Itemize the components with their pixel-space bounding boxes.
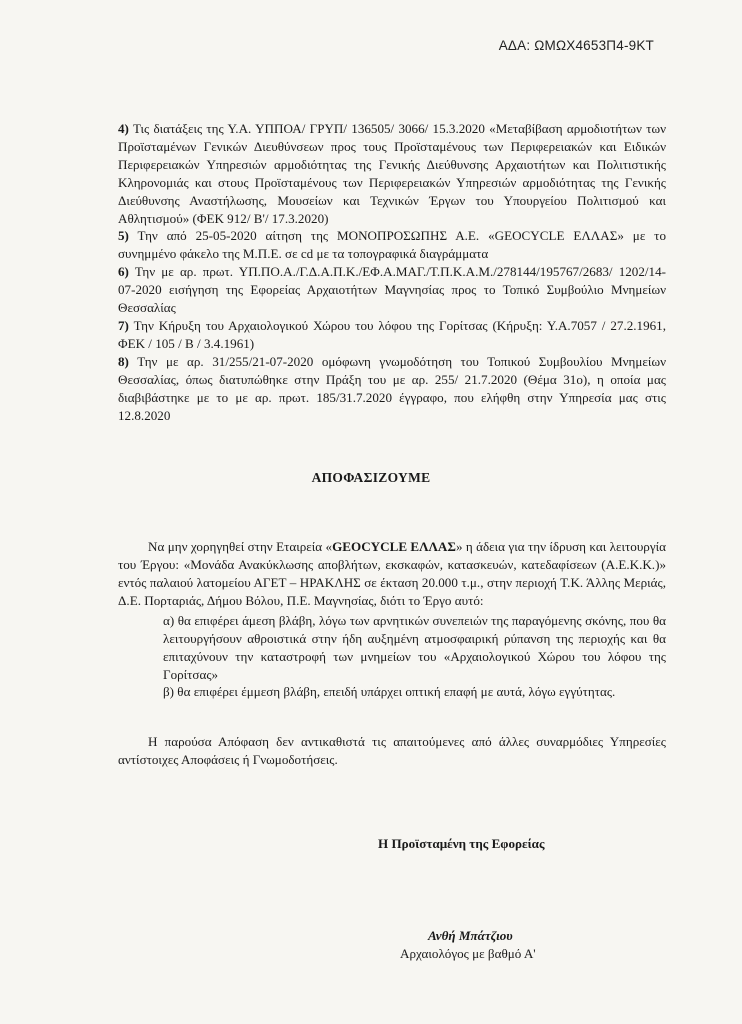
company-name: GEOCYCLE ΕΛΛΑΣ <box>332 539 456 554</box>
decision-text-before: Να μην χορηγηθεί στην Εταιρεία « <box>148 539 333 554</box>
reason-item-b: β) θα επιφέρει έμμεση βλάβη, επειδή υπάρχει οπτική επαφή με αυτά, λόγω εγγύτητας. <box>163 684 616 699</box>
signature-name: Ανθή Μπάτζιου <box>428 928 513 943</box>
decision-paragraph <box>118 538 666 610</box>
reference-text: Την Κήρυξη του Αρχαιολογικού Χώρου του λόφου της Γορίτσας (Κήρυξη: Υ.Α.7057 / 27.2.1961, ΦΕΚ / 105 / Β / 3.4.1961) <box>118 317 666 351</box>
signature-title: Η Προϊσταμένη της Εφορείας <box>378 836 545 851</box>
reference-text: Την με αρ. πρωτ. ΥΠ.ΠΟ.Α./Γ.Δ.Α.Π.Κ./ΕΦ.Α.ΜΑΓ./Τ.Π.Κ.Α.Μ./278144/195767/2683/ 1202/14-07-2020 εισήγηση της Εφορείας Αρχαιοτήτων Μαγνησίας προς το Τοπικό Συμβούλιο Μνημείων Θεσσαλίας <box>118 264 666 316</box>
reference-item <box>118 120 666 227</box>
reference-number: 7) <box>118 317 129 333</box>
reference-number: 8) <box>118 353 129 369</box>
reference-text: Τις διατάξεις της Υ.Α. ΥΠΠΟΑ/ ΓΡΥΠ/ 136505/ 3066/ 15.3.2020 «Μεταβίβαση αρμοδιοτήτων των Προϊσταμένων Γενικών Διευθύνσεων προς τους Προϊσταμένους των Περιφερειακών και Ειδικών Περιφερειακών Υπηρεσιών αρμοδιότητας της Γενικής Διεύθυνσης Αρχαιοτήτων και Πολιτιστικής Κληρονομιάς και στους Προϊσταμένους των Περιφερειακών Υπηρεσιών αρμοδιότητας της Γενικής Διεύθυνσης Αναστήλωσης, Μουσείων και Τεχνικών Έργων του Υπουργείου Πολιτισμού και Αθλητισμού» (ΦΕΚ 912/ Β'/ 17.3.2020) <box>118 121 666 226</box>
reference-item <box>118 227 666 263</box>
reference-item <box>118 263 666 317</box>
reference-item <box>118 317 666 353</box>
decision-text <box>118 538 666 610</box>
ada-code: ΑΔΑ: ΩΜΩΧ4653Π4-9ΚΤ <box>498 38 654 53</box>
signature-role: Αρχαιολόγος με βαθμό Α' <box>400 946 536 961</box>
decision-text-after: » η άδεια για την ίδρυση και λειτουργία του Έργου: «Μονάδα Ανακύκλωσης αποβλήτων, εκσκαφών, κατασκευών, κατεδαφίσεων (Α.Ε.Κ.Κ.)» εντός παλαιού λατομείου ΑΓΕΤ – ΗΡΑΚΛΗΣ σε έκταση 20.000 τ.μ., στην περιοχή Τ.Κ. Άλλης Μεριάς, Δ.Ε. Πορταριάς, Δήμου Βόλου, Π.Ε. Μαγνησίας, διότι το Έργο αυτό: <box>118 539 667 608</box>
decision-heading: ΑΠΟΦΑΣΙΖΟΥΜΕ <box>311 470 431 485</box>
reference-number: 6) <box>118 264 129 280</box>
reason-item-a: α) θα επιφέρει άμεση βλάβη, λόγω των αρνητικών συνεπειών της παραγόμενης σκόνης, που θα λειτουργήσουν αθροιστικά στην ήδη αυξημένη ατμοσφαιρική ρύπανση της περιοχής και θα επιταχύνουν την καταστροφή των μνημείων του «Αρχαιολογικού Χώρου του λόφου της Γορίτσας» <box>163 613 666 682</box>
references-list <box>118 120 666 424</box>
reference-number: 5) <box>118 228 129 244</box>
reference-text: Την με αρ. 31/255/21-07-2020 ομόφωνη γνωμοδότηση του Τοπικού Συμβουλίου Μνημείων Θεσσαλίας, όπως διατυπώθηκε στην Πράξη του με αρ. 255/ 21.7.2020 (Θέμα 31ο), η οποία μας διαβιβάστηκε με το με αρ. πρωτ. 185/31.7.2020 έγγραφο, που ελήφθη στην Υπηρεσία μας στις 12.8.2020 <box>118 353 666 423</box>
reference-text: Την από 25-05-2020 αίτηση της ΜΟΝΟΠΡΟΣΩΠΗΣ Α.Ε. «GEOCYCLE ΕΛΛΑΣ» με το συνημμένο φάκελο της Μ.Π.Ε. σε cd με τα τοπογραφικά διαγράμματα <box>118 228 666 262</box>
closing-text: Η παρούσα Απόφαση δεν αντικαθιστά τις απαιτούμενες από άλλες συναρμόδιες Υπηρεσίες αντίστοιχες Αποφάσεις ή Γνωμοδοτήσεις. <box>118 734 666 767</box>
closing-paragraph <box>118 733 666 769</box>
reference-item <box>118 353 666 425</box>
reference-number: 4) <box>118 121 129 136</box>
